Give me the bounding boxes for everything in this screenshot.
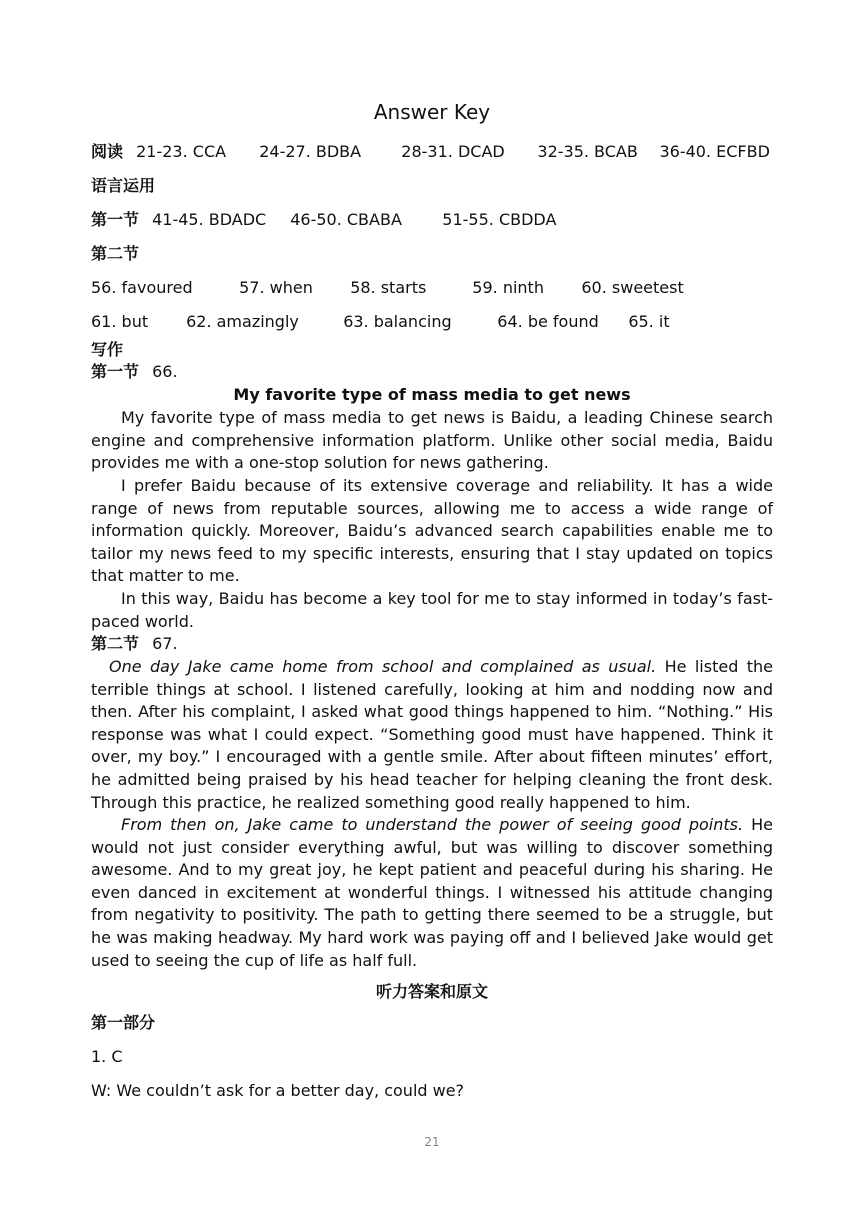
continuation-paragraph <box>91 814 773 972</box>
reading-answer: 32-35. BCAB <box>537 142 638 161</box>
essay-paragraph: My favorite type of mass media to get news is Baidu, a leading Chinese search engine and comprehensive information platform. Unlike other social media, Baidu provides me with a one-stop solution for news gathering. <box>91 408 773 473</box>
fill-answer: 65. it <box>628 312 670 331</box>
reading-answer: 24-27. BDBA <box>259 142 362 161</box>
reading-answer: 28-31. DCAD <box>401 142 505 161</box>
language-use-heading-row <box>91 176 163 196</box>
w-section1-label: 第一节 <box>91 362 140 381</box>
page-number: 21 <box>424 1135 440 1149</box>
lu-section1-row <box>91 210 556 230</box>
paragraph-opening-sentence: One day Jake came home from school and complained as usual. <box>109 657 657 676</box>
paragraph-body: He would not just consider everything awful, but was willing to discover something awesome. And to my great joy, he kept patient and peaceful during his sharing. He even danced in excitement at wonderful things. I witnessed his attitude changing from negativity to positivity. The path to getting there seemed to be a struggle, but he was making headway. My hard work was paying off and I believed Jake would get used to seeing the cup of life as half full. <box>91 815 773 970</box>
lu-section1-answer: 46-50. CBABA <box>290 210 402 229</box>
writing-heading-row <box>91 340 131 360</box>
lu-section2-row1 <box>91 278 684 298</box>
listening-heading: 听力答案和原文 <box>375 982 488 1001</box>
writing-label: 写作 <box>91 340 124 359</box>
fill-answer: 63. balancing <box>343 312 452 331</box>
continuation-paragraph <box>91 656 773 814</box>
reading-label: 阅读 <box>91 142 124 161</box>
w-section1-number: 66. <box>152 362 178 381</box>
essay-title: My favorite type of mass media to get news <box>233 385 631 404</box>
lu-section2-row2 <box>91 312 670 332</box>
fill-answer: 58. starts <box>350 278 427 297</box>
page-title: Answer Key <box>373 100 491 124</box>
fill-answer: 59. ninth <box>472 278 544 297</box>
essay-paragraph: I prefer Baidu because of its extensive coverage and reliability. It has a wide range of news from reputable sources, allowing me to access a wide range of information quickly. Moreover, Baidu’s advanced search capabilities enable me to tailor my news feed to my specific interests, ensuring that I stay updated on topics that matter to me. <box>91 476 773 586</box>
w-section1-row <box>91 362 178 382</box>
w-section2-number: 67. <box>152 634 178 653</box>
lu-section1-label: 第一节 <box>91 210 140 229</box>
reading-answer: 36-40. ECFBD <box>659 142 770 161</box>
lu-section2-heading-row <box>91 244 147 264</box>
essay-paragraph: In this way, Baidu has become a key tool for me to stay informed in today’s fast-paced world. <box>91 589 773 631</box>
lu-section1-answer: 51-55. CBDDA <box>442 210 557 229</box>
reading-row <box>91 142 770 162</box>
w-section2-row <box>91 634 178 654</box>
paragraph-opening-sentence: From then on, Jake came to understand the power of seeing good points. <box>121 815 744 834</box>
listening-part1-row <box>91 1013 163 1033</box>
listening-part1-label: 第一部分 <box>91 1013 156 1032</box>
fill-answer: 64. be found <box>497 312 599 331</box>
listening-transcript-line <box>91 1081 464 1101</box>
w-section2-label: 第二节 <box>91 634 140 653</box>
fill-answer: 61. but <box>91 312 149 331</box>
listening-q1-answer: 1. C <box>91 1047 123 1066</box>
fill-answer: 60. sweetest <box>581 278 684 297</box>
lu-section1-answer: 41-45. BDADC <box>152 210 267 229</box>
paragraph-body: He listed the terrible things at school. I listened carefully, looking at him and nodding now and then. After his complaint, I asked what good things happened to him. “Nothing.” His response was what I could expect. “Something good must have happened. Think it over, my boy.” I encouraged with a gentle smile. After about fifteen minutes’ effort, he admitted being praised by his head teacher for helping cleaning the front desk. Through this practice, he realized something good really happened to him. <box>91 657 773 812</box>
listening-q1-row <box>91 1047 123 1067</box>
reading-answer: 21-23. CCA <box>136 142 227 161</box>
fill-answer: 62. amazingly <box>186 312 299 331</box>
fill-answer: 56. favoured <box>91 278 193 297</box>
language-use-label: 语言运用 <box>91 176 156 195</box>
fill-answer: 57. when <box>239 278 313 297</box>
lu-section2-label: 第二节 <box>91 244 140 263</box>
transcript-text: W: We couldn’t ask for a better day, could we? <box>91 1081 465 1100</box>
